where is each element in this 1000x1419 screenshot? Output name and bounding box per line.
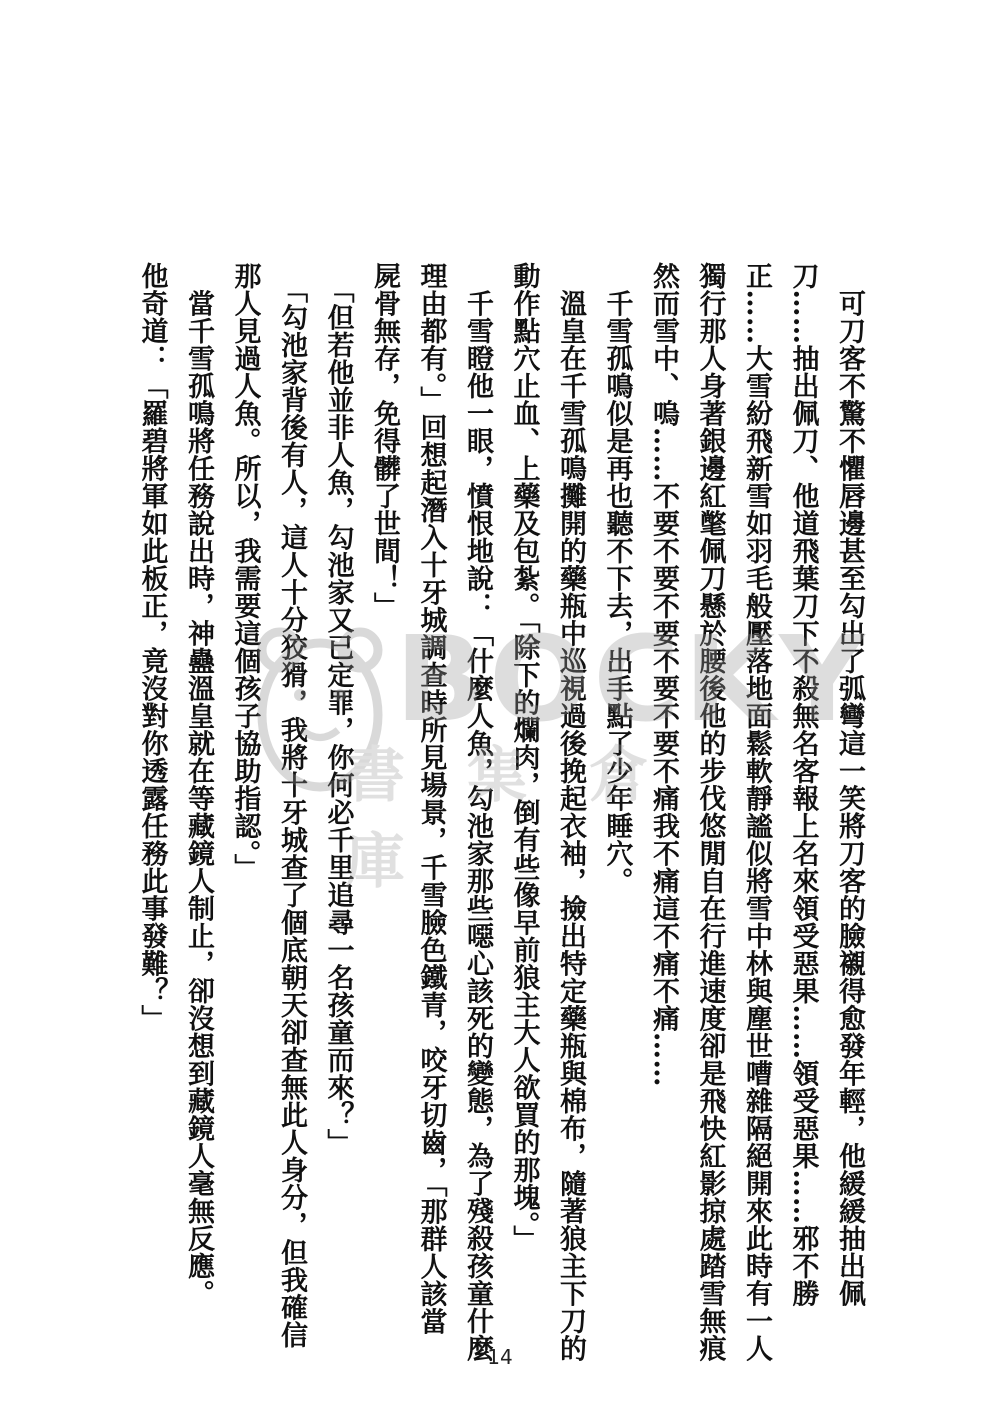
page-number: 14 xyxy=(487,1345,513,1369)
text-column-16: 他奇道：「羅碧將軍如此板正，竟沒對你透露任務此事發難？」 xyxy=(136,262,168,1032)
text-column-5: 然而雪中、嗚……不要不要不要不要不要不痛我不痛這不痛不痛…… xyxy=(648,262,679,1087)
text-column-11: 屍骨無存，免得髒了世間！」 xyxy=(369,262,400,620)
text-column-10: 理由都有。」回想起潛入十牙城調查時所見場景，千雪臉色鐵青，咬牙切齒，「那群人該當 xyxy=(415,262,447,1335)
text-column-2: 刀……抽出佩刀、他道飛葉刀下不殺無名客報上名來領受惡果……領受惡果……邪不勝 xyxy=(787,262,819,1307)
watermark-subtext: 書集倉庫 xyxy=(345,741,711,897)
text-column-14: 那人見過人魚。所以，我需要這個孩子協助指認。」 xyxy=(229,262,261,881)
text-column-12: 「但若他並非人魚，勾池家又已定罪，你何必千里追尋一名孩童而來？」 xyxy=(322,262,354,1156)
text-column-15: 當千雪孤鳴將任務說出時，神蠱溫皇就在等藏鏡人制止，卻沒想到藏鏡人毫無反應。 xyxy=(183,262,214,1307)
text-column-9: 千雪瞪他一眼，憤恨地說：「什麼人魚，勾池家那些噁心該死的變態，為了殘殺孩童什麼 xyxy=(462,262,493,1362)
text-column-8: 動作點穴止血、上藥及包紮。「除下的爛肉，倒有些像早前狼主大人欲買的那塊。」 xyxy=(508,262,540,1253)
text-column-3: 正……大雪紛飛新雪如羽毛般壓落地面鬆軟靜謐似將雪中林與塵世嘈雜隔絕開來此時有一人 xyxy=(741,262,772,1362)
text-column-4: 獨行那人身著銀邊紅氅佩刀懸於腰後他的步伐悠閒自在行進速度卻是飛快紅影掠處踏雪無痕 xyxy=(694,262,726,1362)
watermark-logo-text: BOCKY xyxy=(395,610,869,748)
text-column-1: 可刀客不驚不懼唇邊甚至勾出了弧彎這一笑將刀客的臉襯得愈發年輕，他緩緩抽出佩 xyxy=(834,262,865,1307)
text-column-7: 溫皇在千雪孤鳴攤開的藥瓶中巡視過後挽起衣袖，撿出特定藥瓶與棉布，隨著狼主下刀的 xyxy=(555,262,586,1362)
text-column-6: 千雪孤鳴似是再也聽不下去，出手點了少年睡穴。 xyxy=(601,262,633,895)
text-column-13: 「勾池家背後有人，這人十分狡猾，我將十牙城查了個底朝天卻查無此人身分，但我確信 xyxy=(276,262,307,1349)
